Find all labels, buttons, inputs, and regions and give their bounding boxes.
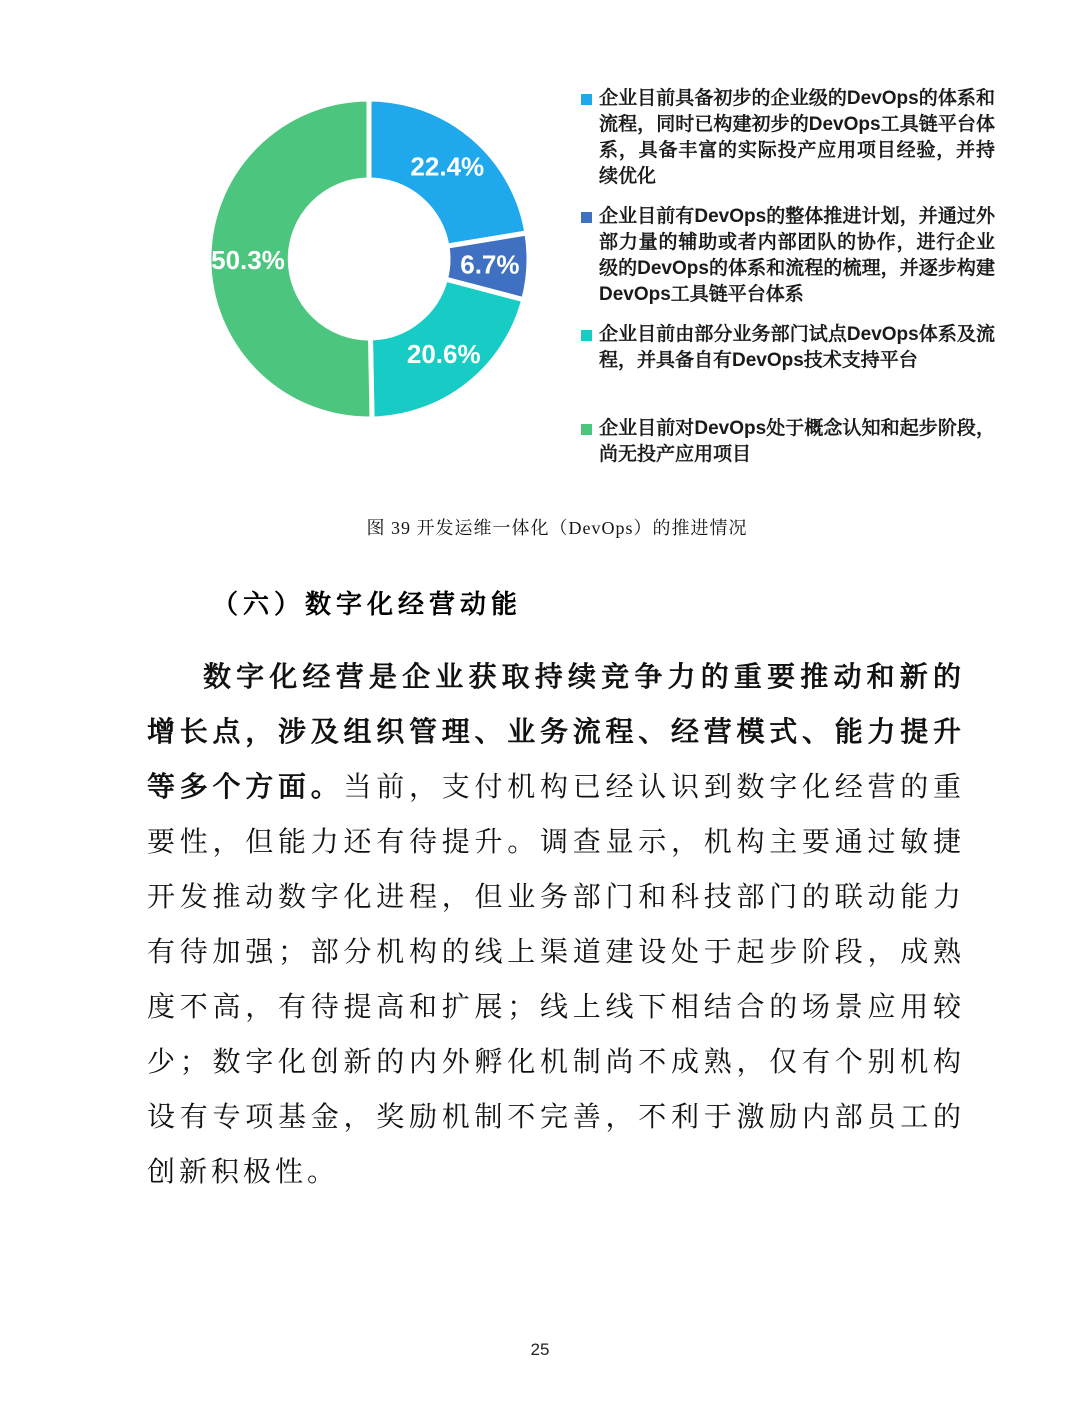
page-number: 25 [530, 1340, 550, 1359]
donut-chart-svg [201, 91, 537, 427]
figure-caption: 图 39 开发运维一体化（DevOps）的推进情况 [366, 518, 748, 538]
slice-percent-label: 6.7% [460, 249, 520, 280]
paragraph-body-text: 当前，支付机构已经认识到数字化经营的重要性，但能力还有待提升。调查显示，机构主要通过敏捷开发推动数字化进程，但业务部门和科技部门的联动能力有待加强；部分机构的线上渠道建设处于起步阶段，成熟度不高，有待提高和扩展；线上线下相结合的场景应用较少；数字化创新的内外孵化机制尚不成熟，仅有个别机构设有专项基金，奖励机制不完善，不利于激励内部员工的创新积极性。 [147, 772, 965, 1188]
legend-label: 企业目前对DevOps处于概念认知和起步阶段，尚无投产应用项目 [599, 418, 995, 465]
slice-percent-label: 20.6% [406, 339, 481, 370]
figure-devops-chart [0, 0, 1080, 500]
paragraph-bold-lead: 数字化经营是企业获取持续竞争力的重要推动和新的增长点，涉及组织管理、业务流程、经营模式、能力提升等多个方面。 [147, 662, 965, 803]
slice-percent-label: 50.3% [211, 245, 285, 276]
legend-swatch-icon [581, 94, 592, 105]
legend-swatch-icon [581, 424, 592, 435]
legend-item [581, 416, 995, 468]
body-paragraph [147, 650, 965, 1200]
donut-chart [201, 91, 537, 427]
legend-swatch-icon [581, 212, 592, 223]
legend-item [581, 322, 995, 374]
legend-item [581, 86, 995, 190]
slice-percent-label: 22.4% [410, 151, 485, 182]
legend-label: 企业目前具备初步的企业级的DevOps的体系和流程，同时已构建初步的DevOps工具链平台体系，具备丰富的实际投产应用项目经验，并持续优化 [599, 88, 995, 187]
section-heading: （六）数字化经营动能 [212, 590, 523, 619]
chart-legend [581, 86, 995, 482]
legend-label: 企业目前由部分业务部门试点DevOps体系及流程，并具备自有DevOps技术支持平台 [599, 324, 995, 371]
legend-swatch-icon [581, 330, 592, 341]
legend-item [581, 204, 995, 308]
legend-label: 企业目前有DevOps的整体推进计划，并通过外部力量的辅助或者内部团队的协作，进行企业级的DevOps的体系和流程的梳理，并逐步构建DevOps工具链平台体系 [599, 206, 995, 305]
